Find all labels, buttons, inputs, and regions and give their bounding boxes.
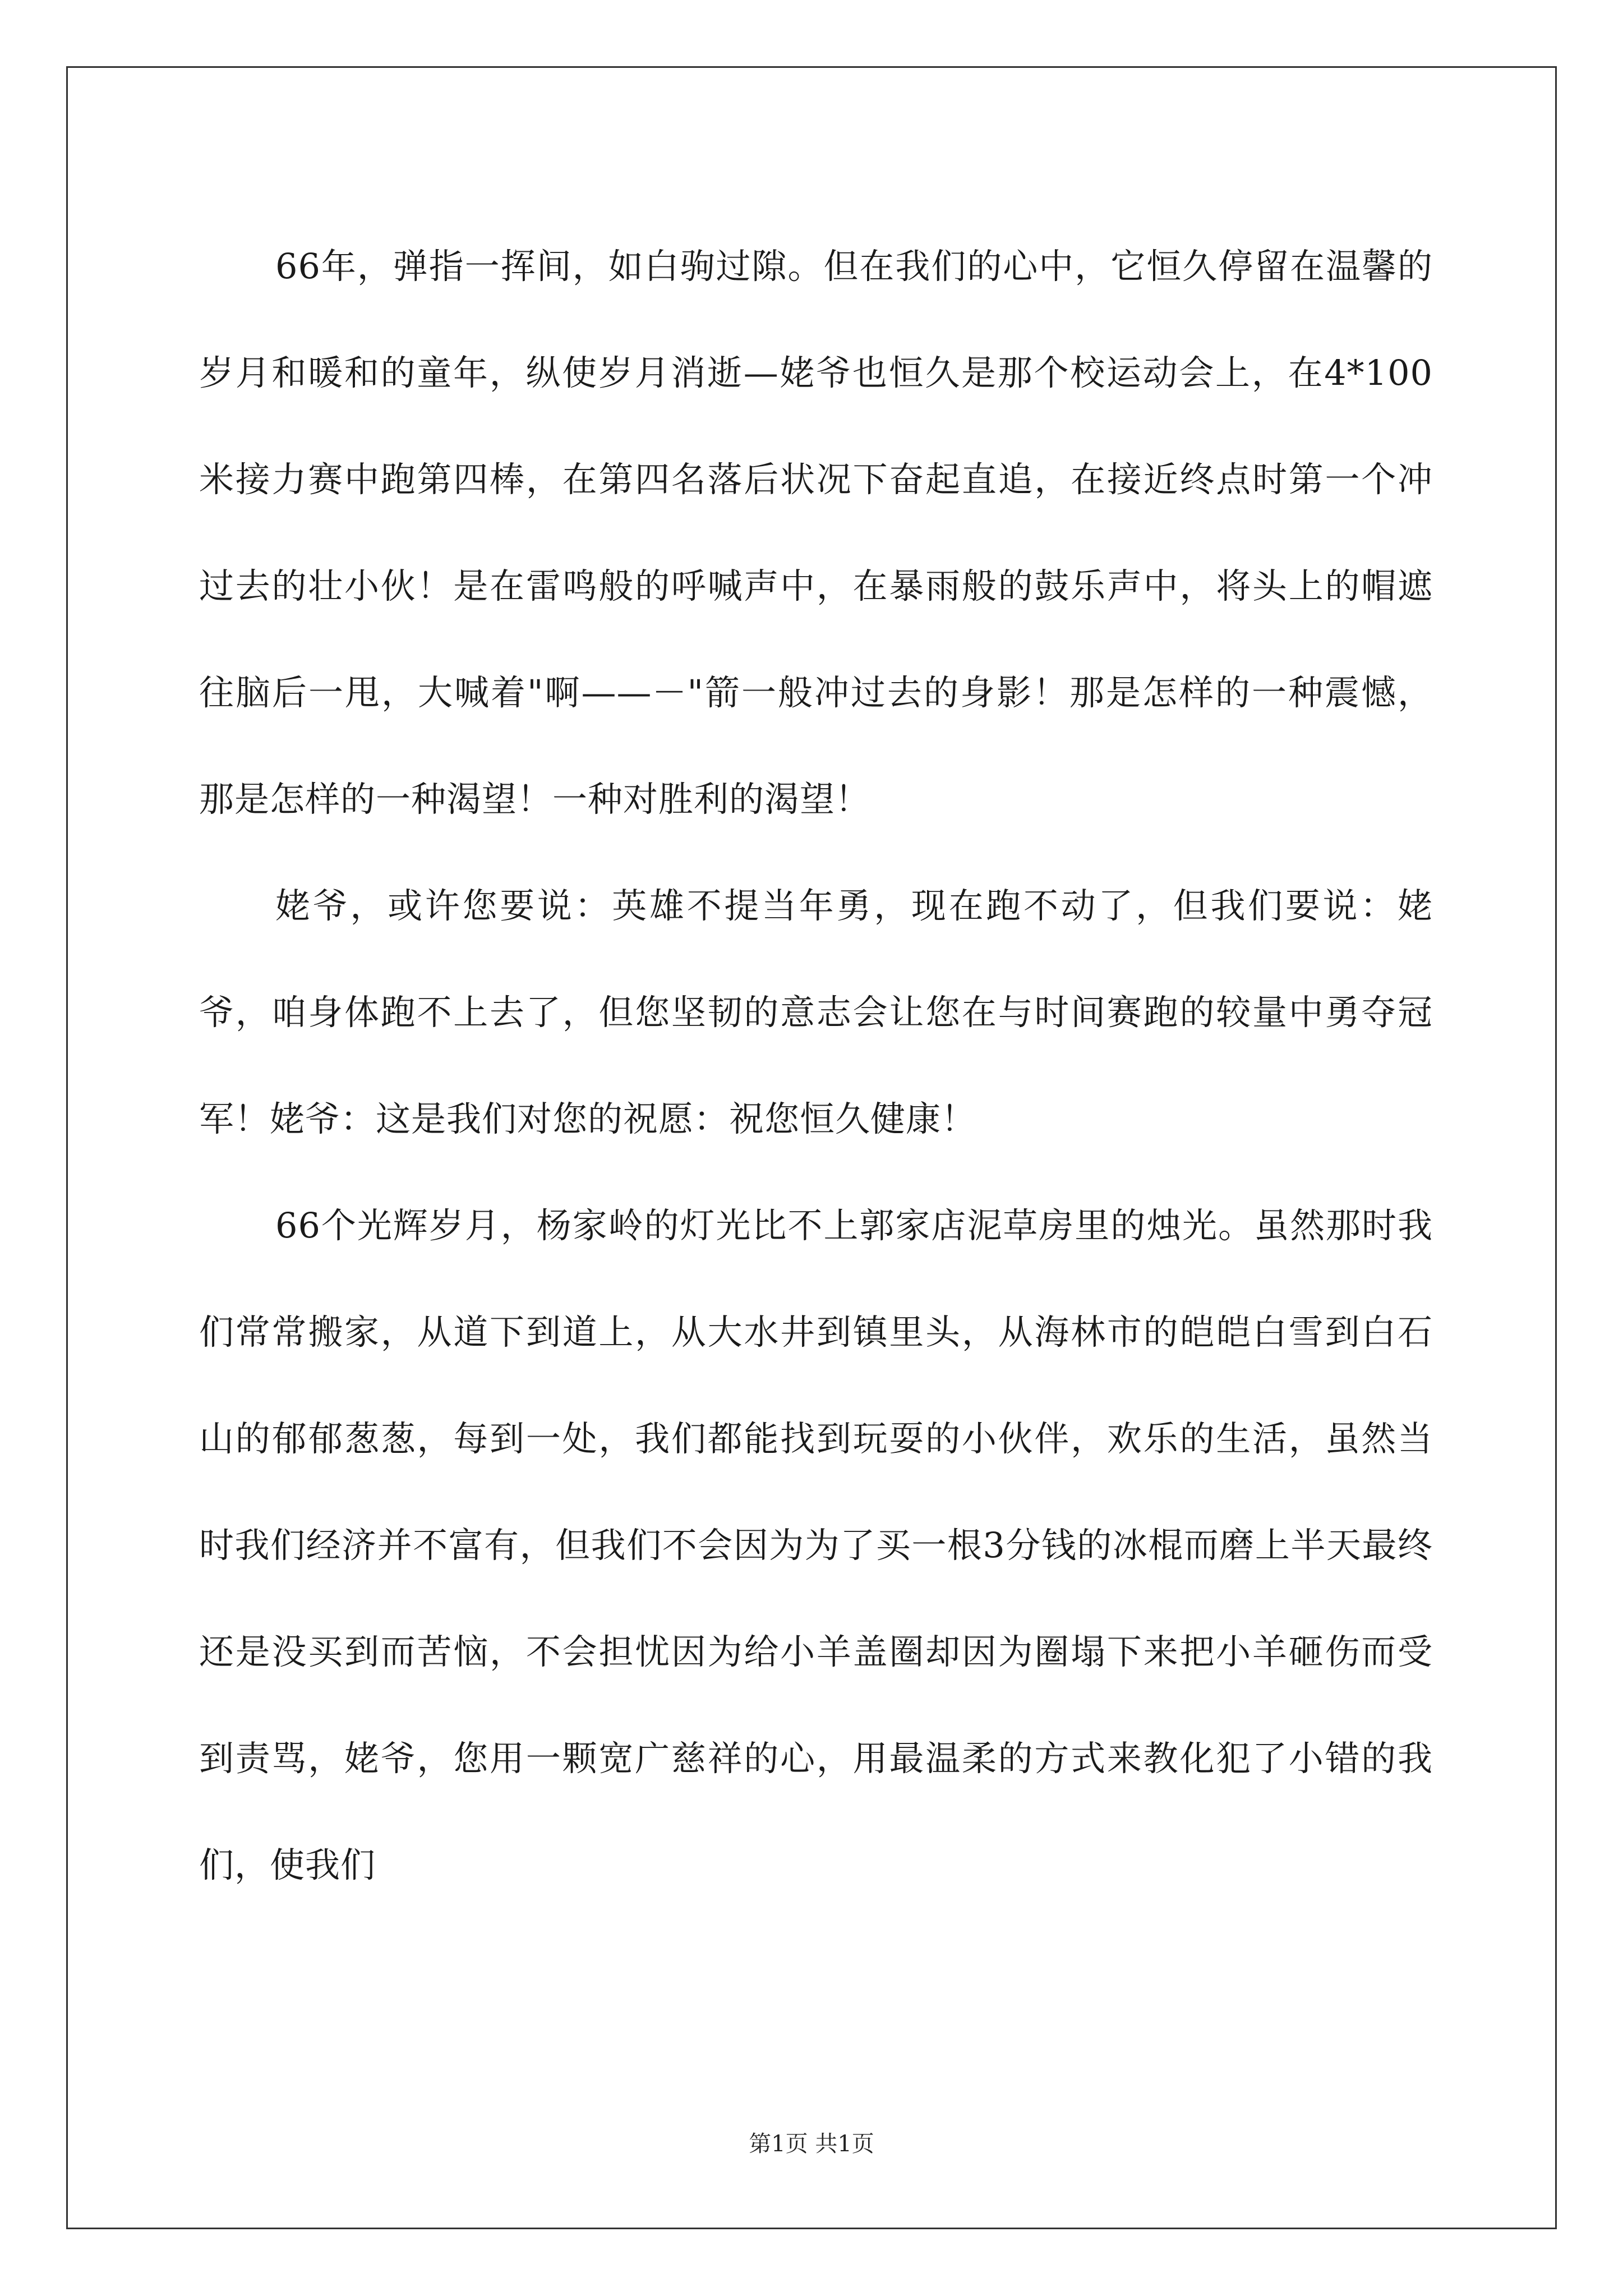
paragraph-3: 66个光辉岁月，杨家岭的灯光比不上郭家店泥草房里的烛光。虽然那时我们常常搬家，从道下到道上，从大水井到镇里头，从海林市的皑皑白雪到白石山的郁郁葱葱，每到一处，我们都能找到玩耍的小伙伴，欢乐的生活，虽然当时我们经济并不富有，但我们不会因为为了买一根3分钱的冰棍而磨上半天最终还是没买到而苦恼，不会担忧因为给小羊盖圈却因为圈塌下来把小羊砸伤而受到责骂，姥爷，您用一颗宽广慈祥的心，用最温柔的方式来教化犯了小错的我们，使我们 (199, 1205, 1433, 1885)
page-footer: 第1页 共1页 (749, 2131, 874, 2157)
paragraph-1: 66年，弹指一挥间，如白驹过隙。但在我们的心中，它恒久停留在温馨的岁月和暖和的童年，纵使岁月消逝—姥爷也恒久是那个校运动会上，在4*100米接力赛中跑第四棒，在第四名落后状况下奋起直追，在接近终点时第一个冲过去的壮小伙！是在雷鸣般的呼喊声中，在暴雨般的鼓乐声中，将头上的帽遮往脑后一甩，大喊着"啊——－"箭一般冲过去的身影！那是怎样的一种震憾，那是怎样的一种渴望！一种对胜利的渴望！ (199, 246, 1433, 820)
document-body (199, 213, 1433, 1918)
paragraph-2: 姥爷，或许您要说：英雄不提当年勇，现在跑不动了，但我们要说：姥爷，咱身体跑不上去了，但您坚韧的意志会让您在与时间赛跑的较量中勇夺冠军！姥爷：这是我们对您的祝愿：祝您恒久健康！ (199, 885, 1433, 1139)
